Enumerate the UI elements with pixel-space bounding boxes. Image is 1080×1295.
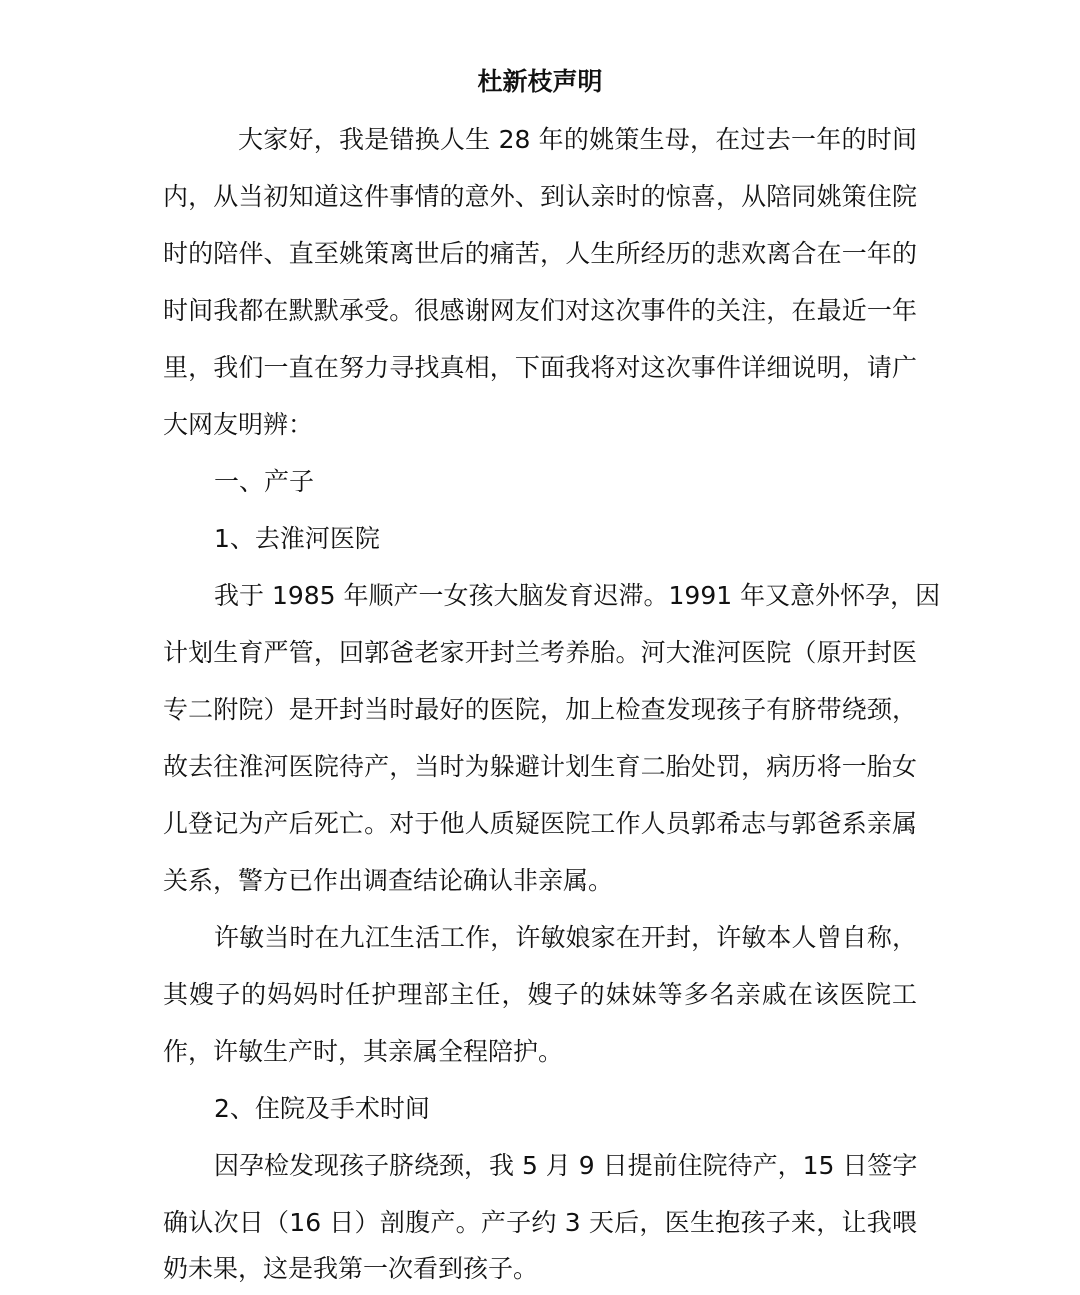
text-line: 其嫂子的妈妈时任护理部主任，嫂子的妹妹等多名亲戚在该医院工	[163, 980, 917, 1009]
section-heading: 一、产子	[214, 467, 315, 496]
text-line: 大家好，我是错换人生 28 年的姚策生母，在过去一年的时间	[238, 125, 917, 154]
page-title: 杜新枝声明	[477, 67, 603, 96]
text-line: 里，我们一直在努力寻找真相，下面我将对这次事件详细说明，请广	[163, 353, 917, 382]
text-line: 大网友明辨：	[163, 410, 314, 439]
text-line: 因孕检发现孩子脐绕颈，我 5 月 9 日提前住院待产，15 日签字	[214, 1151, 918, 1180]
text-line: 时间我都在默默承受。很感谢网友们对这次事件的关注，在最近一年	[163, 296, 917, 325]
text-line: 内，从当初知道这件事情的意外、到认亲时的惊喜，从陪同姚策住院	[163, 182, 917, 211]
text-line: 专二附院）是开封当时最好的医院，加上检查发现孩子有脐带绕颈，	[163, 695, 917, 724]
text-line: 作，许敏生产时，其亲属全程陪护。	[163, 1037, 564, 1066]
text-line: 奶未果，这是我第一次看到孩子。	[163, 1254, 539, 1283]
text-line: 我于 1985 年顺产一女孩大脑发育迟滞。1991 年又意外怀孕，因	[214, 581, 941, 610]
text-line: 儿登记为产后死亡。对于他人质疑医院工作人员郭希志与郭爸系亲属	[163, 809, 917, 838]
text-line: 故去往淮河医院待产，当时为躲避计划生育二胎处罚，病历将一胎女	[163, 752, 917, 781]
text-line: 许敏当时在九江生活工作，许敏娘家在开封，许敏本人曾自称，	[214, 923, 917, 952]
text-line: 确认次日（16 日）剖腹产。产子约 3 天后，医生抱孩子来，让我喂	[163, 1208, 917, 1237]
text-line: 关系，警方已作出调查结论确认非亲属。	[163, 866, 614, 895]
subsection-heading: 1、去淮河医院	[214, 524, 380, 553]
text-line: 时的陪伴、直至姚策离世后的痛苦，人生所经历的悲欢离合在一年的	[163, 239, 917, 268]
subsection-heading: 2、住院及手术时间	[214, 1094, 430, 1123]
text-line: 计划生育严管，回郭爸老家开封兰考养胎。河大淮河医院（原开封医	[163, 638, 917, 667]
